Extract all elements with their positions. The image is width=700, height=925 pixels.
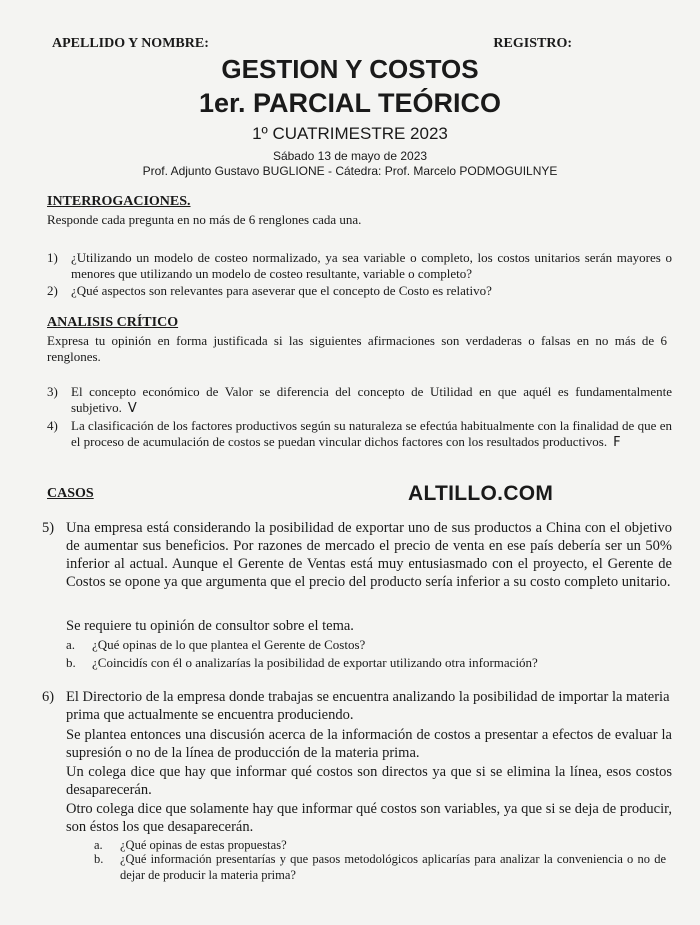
requirement-text: Se requiere tu opinión de consultor sobre el tema. bbox=[66, 618, 354, 634]
sub-text: ¿Qué opinas de lo que plantea el Gerente de Costos? bbox=[92, 637, 366, 652]
course-title: GESTION Y COSTOS bbox=[221, 54, 479, 84]
question-text: ¿Qué aspectos son relevantes para aseverar que el concepto de Costo es relativo? bbox=[71, 283, 492, 298]
exam-title: 1er. PARCIAL TEÓRICO bbox=[198, 88, 502, 118]
question-text: La clasificación de los factores productivos según su naturaleza se efectúa habitualmente con la finalidad de que en el proceso de acumulación de costos se puedan vincular dichos factores con los resultados productivos. bbox=[71, 418, 672, 449]
question-number: 1) bbox=[47, 250, 58, 265]
section-interrogaciones-title: INTERROGACIONES. bbox=[47, 194, 191, 209]
question-number: 3) bbox=[47, 384, 58, 399]
exam-date: Sábado 13 de mayo de 2023 bbox=[272, 149, 428, 163]
sub-letter: a. bbox=[94, 838, 103, 852]
question-number: 2) bbox=[47, 283, 58, 298]
paragraph-text: Otro colega dice que solamente hay que informar qué costos son variables, ya que si se deja de producir, son éstos los que desaparecerán. bbox=[66, 801, 672, 835]
question-6-paragraph-3 bbox=[42, 763, 672, 799]
sub-letter: b. bbox=[66, 655, 76, 670]
sub-letter: b. bbox=[94, 852, 104, 866]
analisis-instruction: Expresa tu opinión en forma justificada si las siguientes afirmaciones son verdaderas o falsas en no más de 6 renglones. bbox=[47, 333, 667, 364]
sub-letter: a. bbox=[66, 637, 76, 652]
watermark: ALTILLO.COM bbox=[408, 482, 554, 505]
sub-text: ¿Qué información presentarías y que pasos metodológicos aplicarías para analizar la conveniencia o no de dejar de producir la materia prima? bbox=[120, 852, 666, 882]
question-text: Una empresa está considerando la posibilidad de exportar uno de sus productos a China con el objetivo de aumentar sus beneficios. Por razones de mercado el precio de venta en ese país debería ser un 50% inferior al actual. Aunque el Gerente de Ventas está muy entusiasmado con el proyecto, el Gerente de Costos se opone ya que argumenta que el precio del producto sería inferior a su costo completo unitario. bbox=[66, 520, 672, 590]
question-text: El Directorio de la empresa donde trabajas se encuentra analizando la posibilidad de importar la materia prima que actualmente se encuentra produciendo. bbox=[66, 689, 670, 723]
question-text: ¿Utilizando un modelo de costeo normalizado, ya sea variable o completo, los costos unitarios serán mayores o menores que utilizando un modelo de costeo resultante, variable o completo? bbox=[71, 250, 672, 281]
question-5-requirement bbox=[42, 617, 672, 635]
sub-text: ¿Qué opinas de estas propuestas? bbox=[120, 838, 287, 852]
professors-line: Prof. Adjunto Gustavo BUGLIONE - Cátedra: Prof. Marcelo PODMOGUILNYE bbox=[142, 164, 558, 178]
handwritten-mark: F bbox=[613, 435, 621, 450]
handwritten-mark: V bbox=[127, 401, 137, 416]
section-analisis-title: ANALISIS CRÍTICO bbox=[47, 315, 179, 330]
paragraph-text: Un colega dice que hay que informar qué costos son directos ya que si se elimina la línea, esos costos desaparecerán. bbox=[66, 764, 672, 798]
question-1 bbox=[47, 250, 672, 284]
paragraph-text: Se plantea entonces una discusión acerca de la información de costos a presentar a efectos de evaluar la supresión o no de la línea de producción de la materia prima. bbox=[66, 727, 672, 761]
interrogaciones-instruction: Responde cada pregunta en no más de 6 renglones cada una. bbox=[47, 212, 362, 227]
question-6b bbox=[94, 851, 666, 883]
question-6-paragraph-2 bbox=[42, 726, 672, 762]
question-6-paragraph-4 bbox=[42, 800, 672, 836]
question-number: 4) bbox=[47, 418, 58, 433]
question-number: 6) bbox=[42, 689, 55, 705]
question-6 bbox=[42, 688, 672, 724]
question-5b bbox=[66, 655, 538, 671]
question-number: 5) bbox=[42, 520, 55, 536]
question-text: El concepto económico de Valor se diferencia del concepto de Utilidad en que aquél es fundamentalmente subjetivo. bbox=[71, 384, 672, 415]
question-2 bbox=[47, 283, 672, 301]
term-label: 1º CUATRIMESTRE 2023 bbox=[252, 124, 448, 143]
question-4 bbox=[47, 418, 672, 470]
question-5a bbox=[66, 637, 365, 653]
question-5 bbox=[42, 519, 672, 609]
sub-text: ¿Coincidís con él o analizarías la posibilidad de exportar utilizando otra información? bbox=[92, 655, 538, 670]
question-3 bbox=[47, 384, 672, 418]
name-label: APELLIDO Y NOMBRE: bbox=[52, 36, 209, 51]
section-casos-title: CASOS bbox=[47, 486, 94, 501]
registro-label: REGISTRO: bbox=[493, 36, 572, 51]
